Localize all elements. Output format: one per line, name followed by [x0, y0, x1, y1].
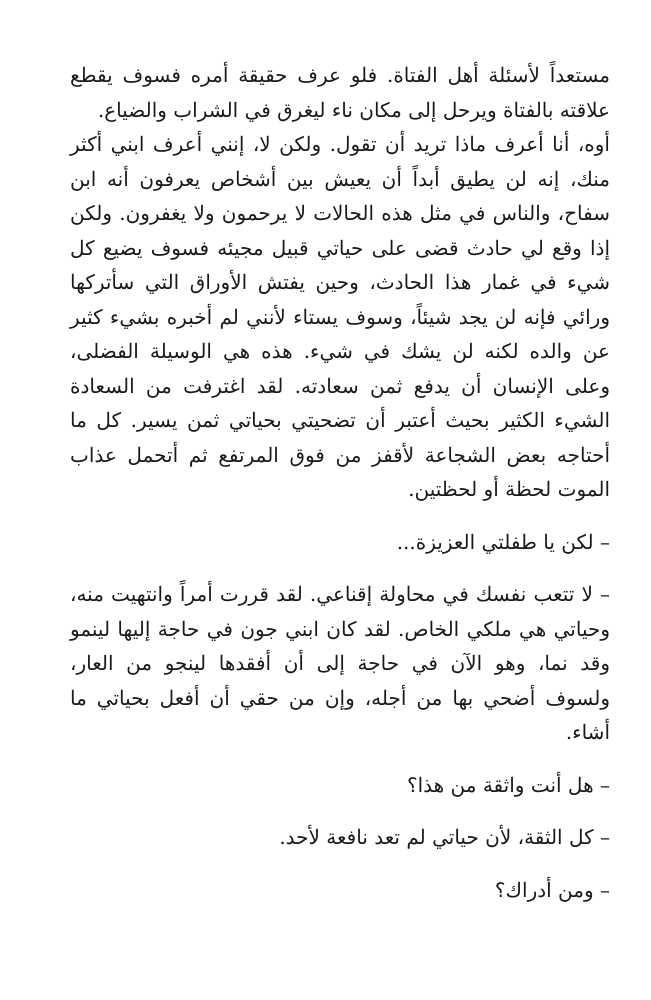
- dialogue-line-3: – هل أنت واثقة من هذا؟: [406, 772, 610, 797]
- dialogue-line-5: – ومن أدراك؟: [494, 877, 610, 902]
- dialogue-line-1: – لكن يا طفلتي العزيزة...: [396, 529, 610, 554]
- book-page: [70, 58, 610, 907]
- dialogue-line-4: – كل الثقة، لأن حياتي لم تعد نافعة لأحد.: [279, 825, 610, 849]
- dialogue-line-2: – لا تتعب نفسك في محاولة إقناعي. لقد قررت أمراً وانتهيت منه، وحياتي هي ملكي الخاص. لقد كان ابني جون في حاجة إليها لينمو وقد نما، وهو الآن في حاجة إلى أن أفقدها لينجو من العار، ولسوف أضحي بها من أجله، وإن من حقي أن أفعل بحياتي ما أشاء.: [70, 582, 610, 744]
- paragraph-1: مستعداً لأسئلة أهل الفتاة. فلو عرف حقيقة أمره فسوف يقطع علاقته بالفتاة ويرحل إلى مكان ناء ليغرق في الشراب والضياع.: [70, 63, 610, 122]
- paragraph-2: أوه، أنا أعرف ماذا تريد أن تقول. ولكن لا، إنني أعرف ابني أكثر منك، إنه لن يطيق أبداً أن يعيش بين أشخاص يعرفون أنه ابن سفاح، والناس في مثل هذه الحالات لا يرحمون ولا يغفرون. ولكن إذا وقع لي حادث قضى على حياتي قبيل مجيئه فسوف يضيع كل شيء في غمار هذا الحادث، وحين يفتش الأوراق التي سأتركها ورائي فإنه لن يجد شيئاً، وسوف يستاء لأنني لم أخبره بشيء كثير عن والده لكنه لن يشك في شيء. هذه هي الوسيلة الفضلى، وعلى الإنسان أن يدفع ثمن سعادته. لقد اغترفت من السعادة الشيء الكثير بحيث أعتبر أن تضحيتي بحياتي ثمن يسير. كل ما أحتاجه بعض الشجاعة لأقفز من فوق المرتفع ثم أتحمل عذاب الموت لحظة أو لحظتين.: [70, 132, 610, 501]
